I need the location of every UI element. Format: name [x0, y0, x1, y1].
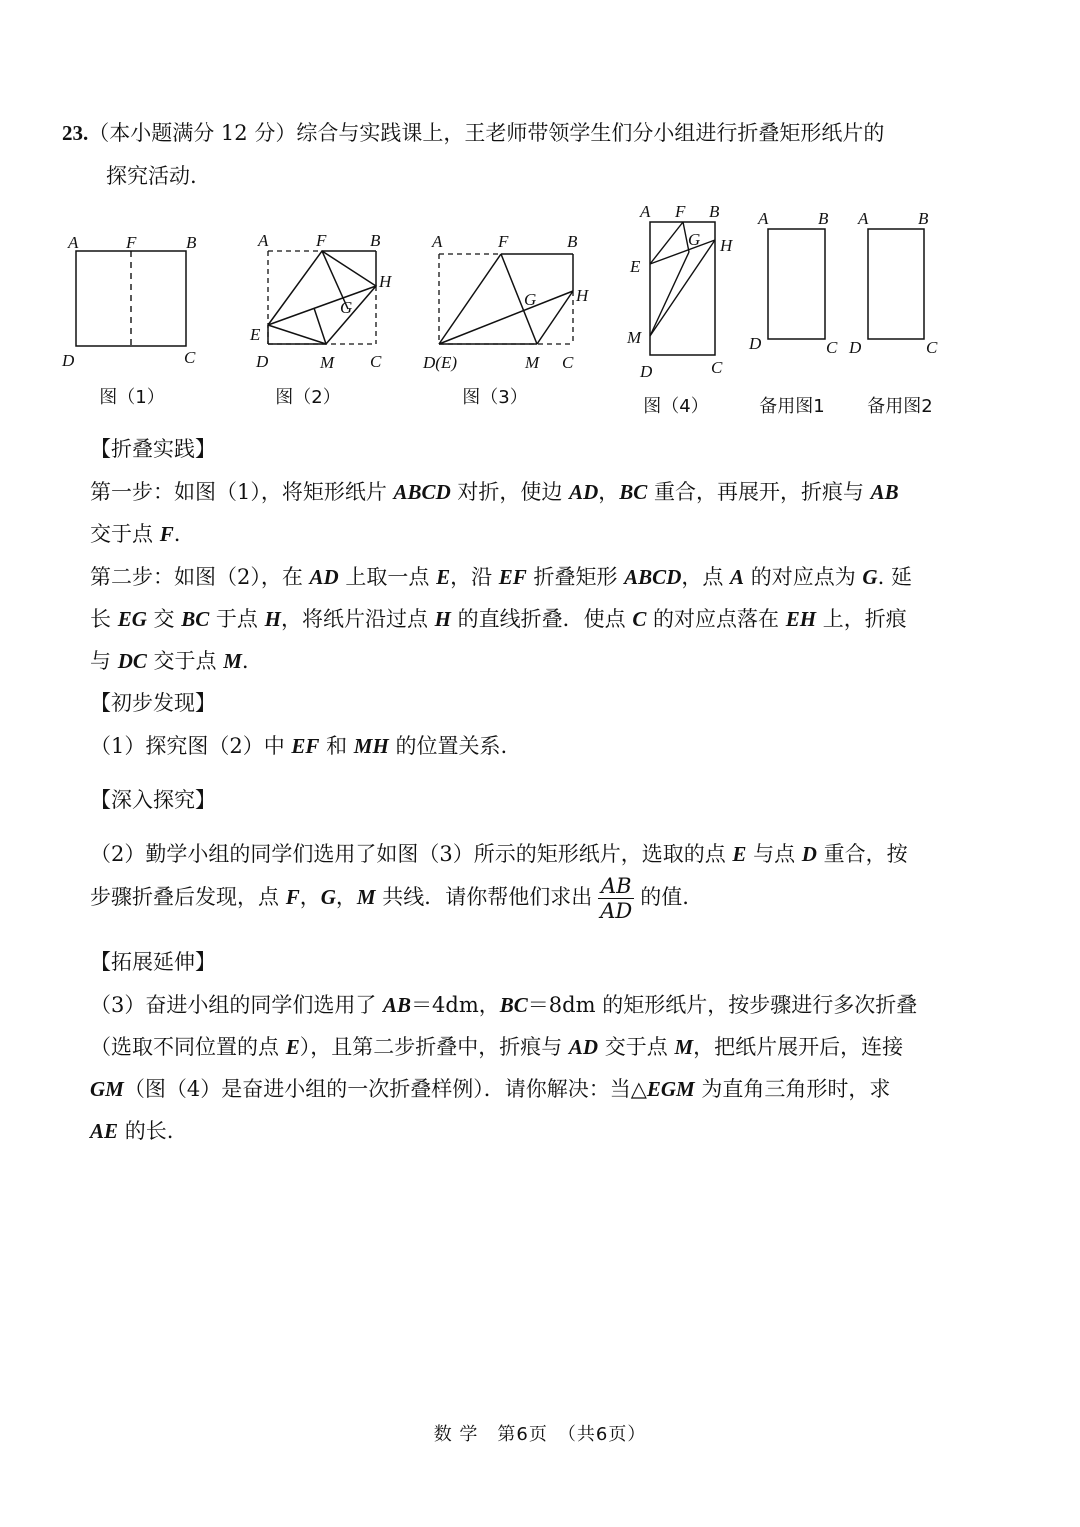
spare-figure-1	[748, 209, 838, 357]
deep-title: 【深入探究】	[90, 788, 216, 812]
question-3-line4: AE 的长.	[90, 1119, 174, 1143]
caption-spare-2: 备用图2	[867, 396, 933, 417]
spare-figure-2	[848, 209, 938, 357]
problem-intro: （本小题满分 12 分）综合与实践课上，王老师带领学生们分小组进行折叠矩形纸片的	[88, 121, 885, 145]
problem-number: 23.	[62, 121, 89, 145]
label-c: C	[926, 338, 938, 357]
figure-2	[249, 231, 393, 372]
label-h: H	[720, 236, 733, 255]
label-b: B	[567, 232, 578, 251]
caption-fig-2: 图（2）	[275, 387, 341, 408]
discover-title: 【初步发现】	[90, 691, 216, 715]
question-3-line1: （3）奋进小组的同学们选用了 AB＝4dm，BC＝8dm 的矩形纸片，按步骤进行多次折叠	[90, 993, 918, 1017]
fraction-ab-over-ad: $\frac{AB}{AD}$	[600, 874, 633, 923]
step2-line2: 长 EG 交 BC 于点 H，将纸片沿过点 H 的直线折叠．使点 C 的对应点落在 EH 上，折痕	[90, 607, 907, 631]
label-d: D	[62, 351, 75, 370]
practice-title: 【折叠实践】	[90, 437, 216, 461]
label-d: D	[256, 352, 269, 371]
label-f: F	[675, 202, 686, 221]
label-m: M	[627, 328, 642, 347]
label-a: A	[68, 233, 79, 252]
label-c: C	[711, 358, 723, 377]
label-d: D	[849, 338, 862, 357]
label-h: H	[576, 286, 589, 305]
step1-line2: 交于点 F.	[90, 522, 181, 546]
label-g: G	[340, 298, 353, 317]
label-g: G	[688, 230, 701, 249]
question-1: （1）探究图（2）中 EF 和 MH 的位置关系.	[90, 734, 508, 758]
label-d: D	[640, 362, 653, 381]
label-f: F	[498, 232, 509, 251]
ext-title: 【拓展延伸】	[90, 950, 216, 974]
figure-4	[626, 202, 734, 381]
caption-fig-1: 图（1）	[99, 387, 165, 408]
label-h: H	[379, 272, 392, 291]
label-c: C	[562, 353, 574, 372]
label-a: A	[258, 231, 269, 250]
label-m: M	[525, 353, 540, 372]
label-b: B	[918, 209, 929, 228]
label-d: D	[749, 334, 762, 353]
question-3-line2: （选取不同位置的点 E），且第二步折叠中，折痕与 AD 交于点 M，把纸片展开后，连接	[90, 1035, 904, 1059]
figure-1	[61, 233, 197, 370]
label-m: M	[320, 353, 335, 372]
label-a: A	[432, 232, 443, 251]
figure-3	[422, 232, 590, 372]
step2-line1: 第二步：如图（2），在 AD 上取一点 E，沿 EF 折叠矩形 ABCD，点 A 的对应点为 G. 延	[90, 565, 912, 589]
label-c: C	[826, 338, 838, 357]
step2-line3: 与 DC 交于点 M.	[90, 649, 249, 673]
caption-fig-4: 图（4）	[643, 396, 709, 417]
question-3-line3: GM（图（4）是奋进小组的一次折叠样例）．请你解决：当△EGM 为直角三角形时，求	[90, 1077, 891, 1101]
label-f: F	[126, 233, 137, 252]
label-b: B	[709, 202, 720, 221]
caption-fig-3: 图（3）	[462, 387, 528, 408]
label-b: B	[370, 231, 381, 250]
label-b: B	[818, 209, 829, 228]
label-c: C	[184, 348, 196, 367]
label-a: A	[858, 209, 869, 228]
question-2-line2: 步骤折叠后发现，点 F，G，M 共线．请你帮他们求出 $\frac{AB}{AD}$ 的值.	[90, 874, 689, 923]
step1-line1: 第一步：如图（1），将矩形纸片 ABCD 对折，使边 AD，BC 重合，再展开，折痕与 AB	[90, 480, 899, 504]
label-a: A	[640, 202, 651, 221]
label-g: G	[524, 290, 537, 309]
caption-spare-1: 备用图1	[759, 396, 825, 417]
label-b: B	[186, 233, 197, 252]
label-e: E	[630, 257, 641, 276]
problem-header	[62, 117, 884, 147]
label-de: D(E)	[423, 353, 457, 372]
label-e: E	[250, 325, 261, 344]
question-2-line1: （2）勤学小组的同学们选用了如图（3）所示的矩形纸片，选取的点 E 与点 D 重合，按	[90, 842, 908, 866]
label-f: F	[316, 231, 327, 250]
label-a: A	[758, 209, 769, 228]
label-c: C	[370, 352, 382, 371]
problem-intro-cont: 探究活动.	[106, 164, 197, 188]
page-footer: 数 学 第6页 （共6页）	[433, 1424, 647, 1445]
